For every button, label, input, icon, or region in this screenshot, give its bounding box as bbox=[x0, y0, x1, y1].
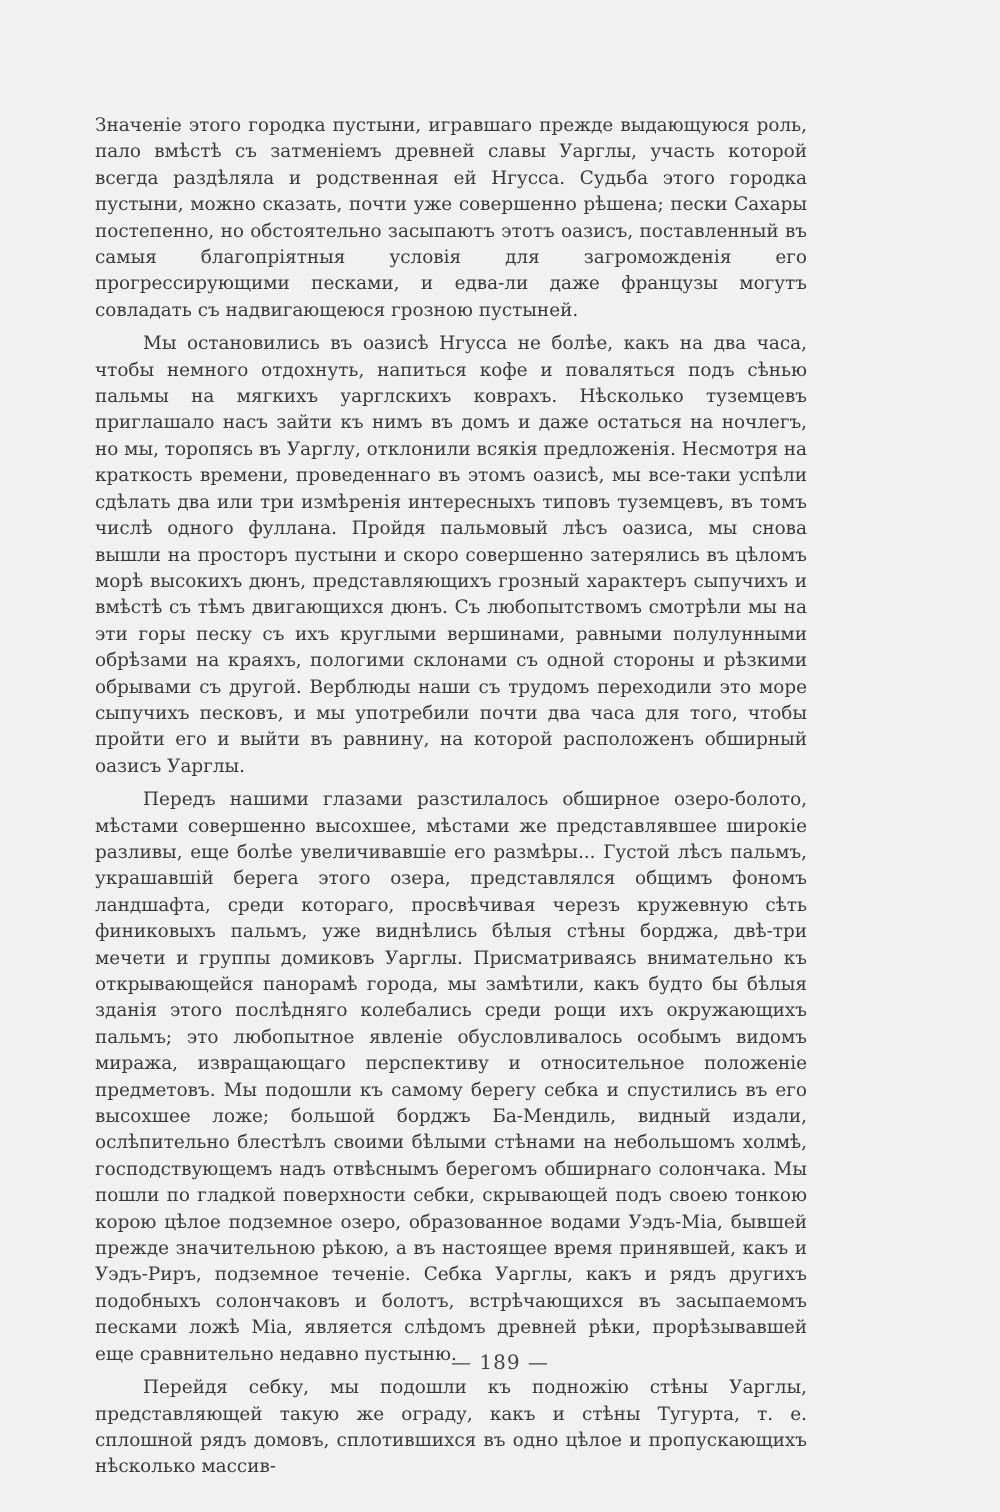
paragraph-2: Мы остановились въ оазисѣ Нгусса не болѣе, какъ на два часа, чтобы немного отдохнуть, напиться кофе и поваляться подъ сѣнью пальмы на мягкихъ уарглскихъ коврахъ. Нѣсколько туземцевъ приглашало насъ зайти къ нимъ въ домъ и даже остаться на ночлегъ, но мы, торопясь въ Уарглу, отклонили всякiя предложенiя. Несмотря на краткость времени, проведеннаго въ этомъ оазисѣ, мы все-таки успѣли сдѣлать два или три измѣренiя интересныхъ типовъ туземцевъ, въ томъ числѣ одного фуллана. Пройдя пальмовый лѣсъ оазиса, мы снова вышли на просторъ пустыни и скоро совершенно затерялись въ цѣломъ морѣ высокихъ дюнъ, представляющихъ грозный характеръ сыпучихъ и вмѣстѣ съ тѣмъ двигающихся дюнъ. Съ любопытствомъ смотрѣли мы на эти горы песку съ ихъ круглыми вершинами, равными полулунными обрѣзами на краяхъ, пологими склонами съ одной стороны и рѣзкими обрывами съ другой. Верблюды наши съ трудомъ переходили это море сыпучихъ песковъ, и мы употребили почти два часа для того, чтобы пройти его и выйти въ равнину, на которой расположенъ обширный оазисъ Уарглы. bbox=[95, 333, 807, 777]
page-number: — 189 — bbox=[451, 1350, 549, 1374]
body-text bbox=[95, 113, 807, 1488]
paragraph-4: Перейдя себку, мы подошли къ подножiю стѣны Уарглы, представляющей такую же ограду, какъ и стѣны Тугурта, т. е. сплошной рядъ домовъ, сплотившихся въ одно цѣлое и пропускающихъ нѣсколько массив- bbox=[95, 1377, 807, 1478]
paragraph-3: Передъ нашими глазами разстилалось обширное озеро-болото, мѣстами совершенно высохшее, мѣстами же представлявшее широкiе разливы, еще болѣе увеличивавшiе его размѣры... Густой лѣсъ пальмъ, украшавшiй берега этого озера, представлялся общимъ фономъ ландшафта, среди котораго, просвѣчивая черезъ кружевную сѣть финиковыхъ пальмъ, уже виднѣлись бѣлыя стѣны борджа, двѣ-три мечети и группы домиковъ Уарглы. Присматриваясь внимательно къ открывающейся панорамѣ города, мы замѣтили, какъ будто бы бѣлыя зданiя этого послѣдняго колебались среди рощи ихъ окружающихъ пальмъ; это любопытное явленiе обусловливалось особымъ видомъ миража, извращающаго перспективу и относительное положенiе предметовъ. Мы подошли къ самому берегу себка и спустились въ его высохшее ложе; большой борджъ Ба-Мендиль, видный издали, ослѣпительно блестѣлъ своими бѣлыми стѣнами на небольшомъ холмѣ, господствующемъ надъ отвѣснымъ берегомъ обширнаго солончака. Мы пошли по гладкой поверхности себки, скрывающей подъ своею тонкою корою цѣлое подземное озеро, образованное водами Уэдъ-Мiа, бывшей прежде значительною рѣкою, а въ настоящее время принявшей, какъ и Уэдъ-Риръ, подземное теченiе. Себка Уарглы, какъ и рядъ другихъ подобныхъ солончаковъ и болотъ, встрѣчающихся въ засыпаемомъ песками ложѣ Мiа, является слѣдомъ древней рѣки, прорѣзывавшей еще сравнительно недавно пустыню. bbox=[95, 789, 807, 1365]
paragraph-1: Значенiе этого городка пустыни, игравшаго прежде выдающуюся роль, пало вмѣстѣ съ затменiемъ древней славы Уарглы, участь которой всегда раздѣляла и родственная ей Нгусса. Судьба этого городка пустыни, можно сказать, почти уже совершенно рѣшена; пески Сахары постепенно, но обстоятельно засыпаютъ этотъ оазисъ, поставленный въ самыя благопрiятныя условiя для загроможденiя его прогрессирующими песками, и едва-ли даже французы могутъ совладать съ надвигающеюся грозною пустыней. bbox=[95, 115, 807, 321]
